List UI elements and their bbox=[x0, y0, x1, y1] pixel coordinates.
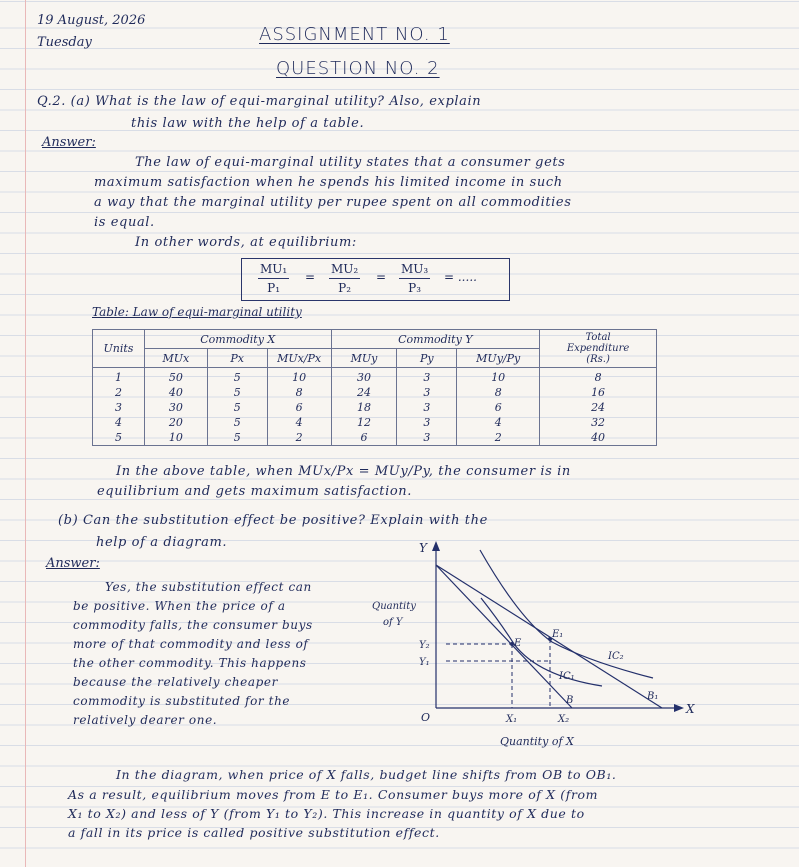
equals-sign: = bbox=[376, 270, 387, 284]
column-header: MUy/Py bbox=[457, 349, 540, 368]
table-cell: 5 bbox=[93, 430, 145, 446]
total-header-line: Total bbox=[585, 332, 611, 343]
b-line: commodity is substituted for the bbox=[73, 694, 291, 708]
b-line: relatively dearer one. bbox=[73, 713, 218, 727]
table-cell: 6 bbox=[331, 430, 397, 446]
point-b1-label: B₁ bbox=[647, 691, 659, 702]
commodity-x-header: Commodity X bbox=[144, 330, 331, 349]
after-table-line1: In the above table, when MUx/Px = MUy/Py, the consumer is in bbox=[116, 464, 571, 479]
column-header: MUx/Px bbox=[267, 349, 331, 368]
budget-line-ob1 bbox=[436, 565, 662, 708]
table-cell: 3 bbox=[93, 400, 145, 415]
table-cell: 6 bbox=[457, 400, 540, 415]
para-line: a way that the marginal utility per rupee spent on all commodities bbox=[94, 195, 572, 210]
y1-label: Y₁ bbox=[419, 657, 430, 668]
column-header: Py bbox=[397, 349, 457, 368]
table-cell: 4 bbox=[267, 415, 331, 430]
table-cell: 3 bbox=[397, 415, 457, 430]
table-cell: 50 bbox=[144, 368, 207, 386]
fraction-denominator: P₂ bbox=[338, 281, 352, 295]
column-header: MUy bbox=[331, 349, 397, 368]
table-cell: 40 bbox=[540, 430, 657, 446]
answer-label-b: Answer: bbox=[46, 556, 100, 571]
x-quantity-label: Quantity of X bbox=[500, 735, 574, 748]
indifference-curve-ic1 bbox=[481, 598, 602, 686]
b-line: Yes, the substitution effect can bbox=[105, 580, 312, 594]
table-cell: 10 bbox=[457, 368, 540, 386]
column-header: Px bbox=[207, 349, 267, 368]
fraction-numerator: MU₂ bbox=[329, 262, 360, 279]
table-cell: 32 bbox=[540, 415, 657, 430]
column-header: MUx bbox=[144, 349, 207, 368]
para-line: is equal. bbox=[94, 215, 155, 230]
table-cell: 2 bbox=[457, 430, 540, 446]
table-cell: 3 bbox=[397, 368, 457, 386]
question-b-line2: help of a diagram. bbox=[96, 535, 228, 550]
equation-tail: = ..... bbox=[444, 270, 477, 284]
table-cell: 40 bbox=[144, 385, 207, 400]
question-b-line1: (b) Can the substitution effect be positive? Explain with the bbox=[58, 513, 488, 528]
fraction-numerator: MU₁ bbox=[258, 262, 289, 279]
table-cell: 3 bbox=[397, 430, 457, 446]
total-header-line: (Rs.) bbox=[586, 354, 610, 365]
assignment-title: ASSIGNMENT NO. 1 bbox=[259, 24, 450, 45]
table-cell: 4 bbox=[457, 415, 540, 430]
table-cell: 5 bbox=[207, 400, 267, 415]
b-line: more of that commodity and less of bbox=[73, 637, 309, 651]
table-cell: 1 bbox=[93, 368, 145, 386]
y-axis-label: Y bbox=[419, 541, 427, 555]
b-line: the other commodity. This happens bbox=[73, 656, 307, 670]
y-quantity-label: of Y bbox=[383, 617, 403, 628]
date: 19 August, 2026 bbox=[37, 13, 146, 28]
final-line: a fall in its price is called positive substitution effect. bbox=[68, 825, 440, 840]
b-line: be positive. When the price of a bbox=[73, 599, 286, 613]
units-header: Units bbox=[93, 330, 145, 368]
table-cell: 5 bbox=[207, 430, 267, 446]
ic1-label: IC₁ bbox=[559, 671, 575, 682]
final-line: In the diagram, when price of X falls, budget line shifts from OB to OB₁. bbox=[116, 767, 617, 782]
table-cell: 20 bbox=[144, 415, 207, 430]
table-cell: 6 bbox=[267, 400, 331, 415]
para-line: In other words, at equilibrium: bbox=[135, 235, 357, 250]
fraction-denominator: P₃ bbox=[408, 281, 422, 295]
final-line: X₁ to X₂) and less of Y (from Y₁ to Y₂). This increase in quantity of X due to bbox=[68, 806, 585, 821]
point-e1-label: E₁ bbox=[552, 629, 564, 640]
y-axis-arrow-icon bbox=[432, 541, 440, 551]
table-cell: 8 bbox=[267, 385, 331, 400]
point-e-label: E bbox=[514, 638, 522, 649]
final-line: As a result, equilibrium moves from E to E₁. Consumer buys more of X (from bbox=[68, 787, 599, 802]
indifference-curve-ic2 bbox=[480, 550, 653, 678]
x-axis-label: X bbox=[686, 702, 695, 716]
table-cell: 8 bbox=[540, 368, 657, 386]
question-title: QUESTION NO. 2 bbox=[276, 58, 440, 79]
question-a-line1: Q.2. (a) What is the law of equi-marginal utility? Also, explain bbox=[37, 94, 482, 109]
b-line: because the relatively cheaper bbox=[73, 675, 278, 689]
table-cell: 3 bbox=[397, 385, 457, 400]
para-line: The law of equi-marginal utility states that a consumer gets bbox=[135, 155, 566, 170]
equals-sign: = bbox=[305, 270, 316, 284]
table-cell: 2 bbox=[267, 430, 331, 446]
table-cell: 30 bbox=[331, 368, 397, 386]
y2-label: Y₂ bbox=[419, 640, 430, 651]
b-line: commodity falls, the consumer buys bbox=[73, 618, 313, 632]
table-cell: 5 bbox=[207, 385, 267, 400]
point-b-label: B bbox=[566, 695, 574, 706]
table-cell: 30 bbox=[144, 400, 207, 415]
table-cell: 24 bbox=[331, 385, 397, 400]
x2-label: X₂ bbox=[558, 714, 570, 725]
table-cell: 10 bbox=[267, 368, 331, 386]
para-line: maximum satisfaction when he spends his limited income in such bbox=[94, 175, 563, 190]
total-header-line: Expenditure bbox=[566, 343, 630, 354]
table-cell: 2 bbox=[93, 385, 145, 400]
fraction-denominator: P₁ bbox=[267, 281, 281, 295]
question-a-line2: this law with the help of a table. bbox=[131, 116, 365, 131]
table-caption: Table: Law of equi-marginal utility bbox=[92, 305, 302, 319]
x1-label: X₁ bbox=[506, 714, 518, 725]
table-cell: 10 bbox=[144, 430, 207, 446]
fraction-numerator: MU₃ bbox=[399, 262, 430, 279]
table-cell: 12 bbox=[331, 415, 397, 430]
ic2-label: IC₂ bbox=[608, 651, 624, 662]
table-cell: 18 bbox=[331, 400, 397, 415]
y-quantity-label: Quantity bbox=[372, 601, 416, 612]
table-cell: 5 bbox=[207, 415, 267, 430]
commodity-y-header: Commodity Y bbox=[331, 330, 540, 349]
table-cell: 16 bbox=[540, 385, 657, 400]
x-axis-arrow-icon bbox=[674, 704, 684, 712]
table-cell: 24 bbox=[540, 400, 657, 415]
table-cell: 3 bbox=[397, 400, 457, 415]
table-cell: 5 bbox=[207, 368, 267, 386]
after-table-line2: equilibrium and gets maximum satisfaction. bbox=[97, 484, 412, 499]
table-cell: 8 bbox=[457, 385, 540, 400]
origin-label: O bbox=[421, 711, 431, 724]
day: Tuesday bbox=[37, 35, 92, 50]
answer-label: Answer: bbox=[42, 135, 96, 150]
table-cell: 4 bbox=[93, 415, 145, 430]
